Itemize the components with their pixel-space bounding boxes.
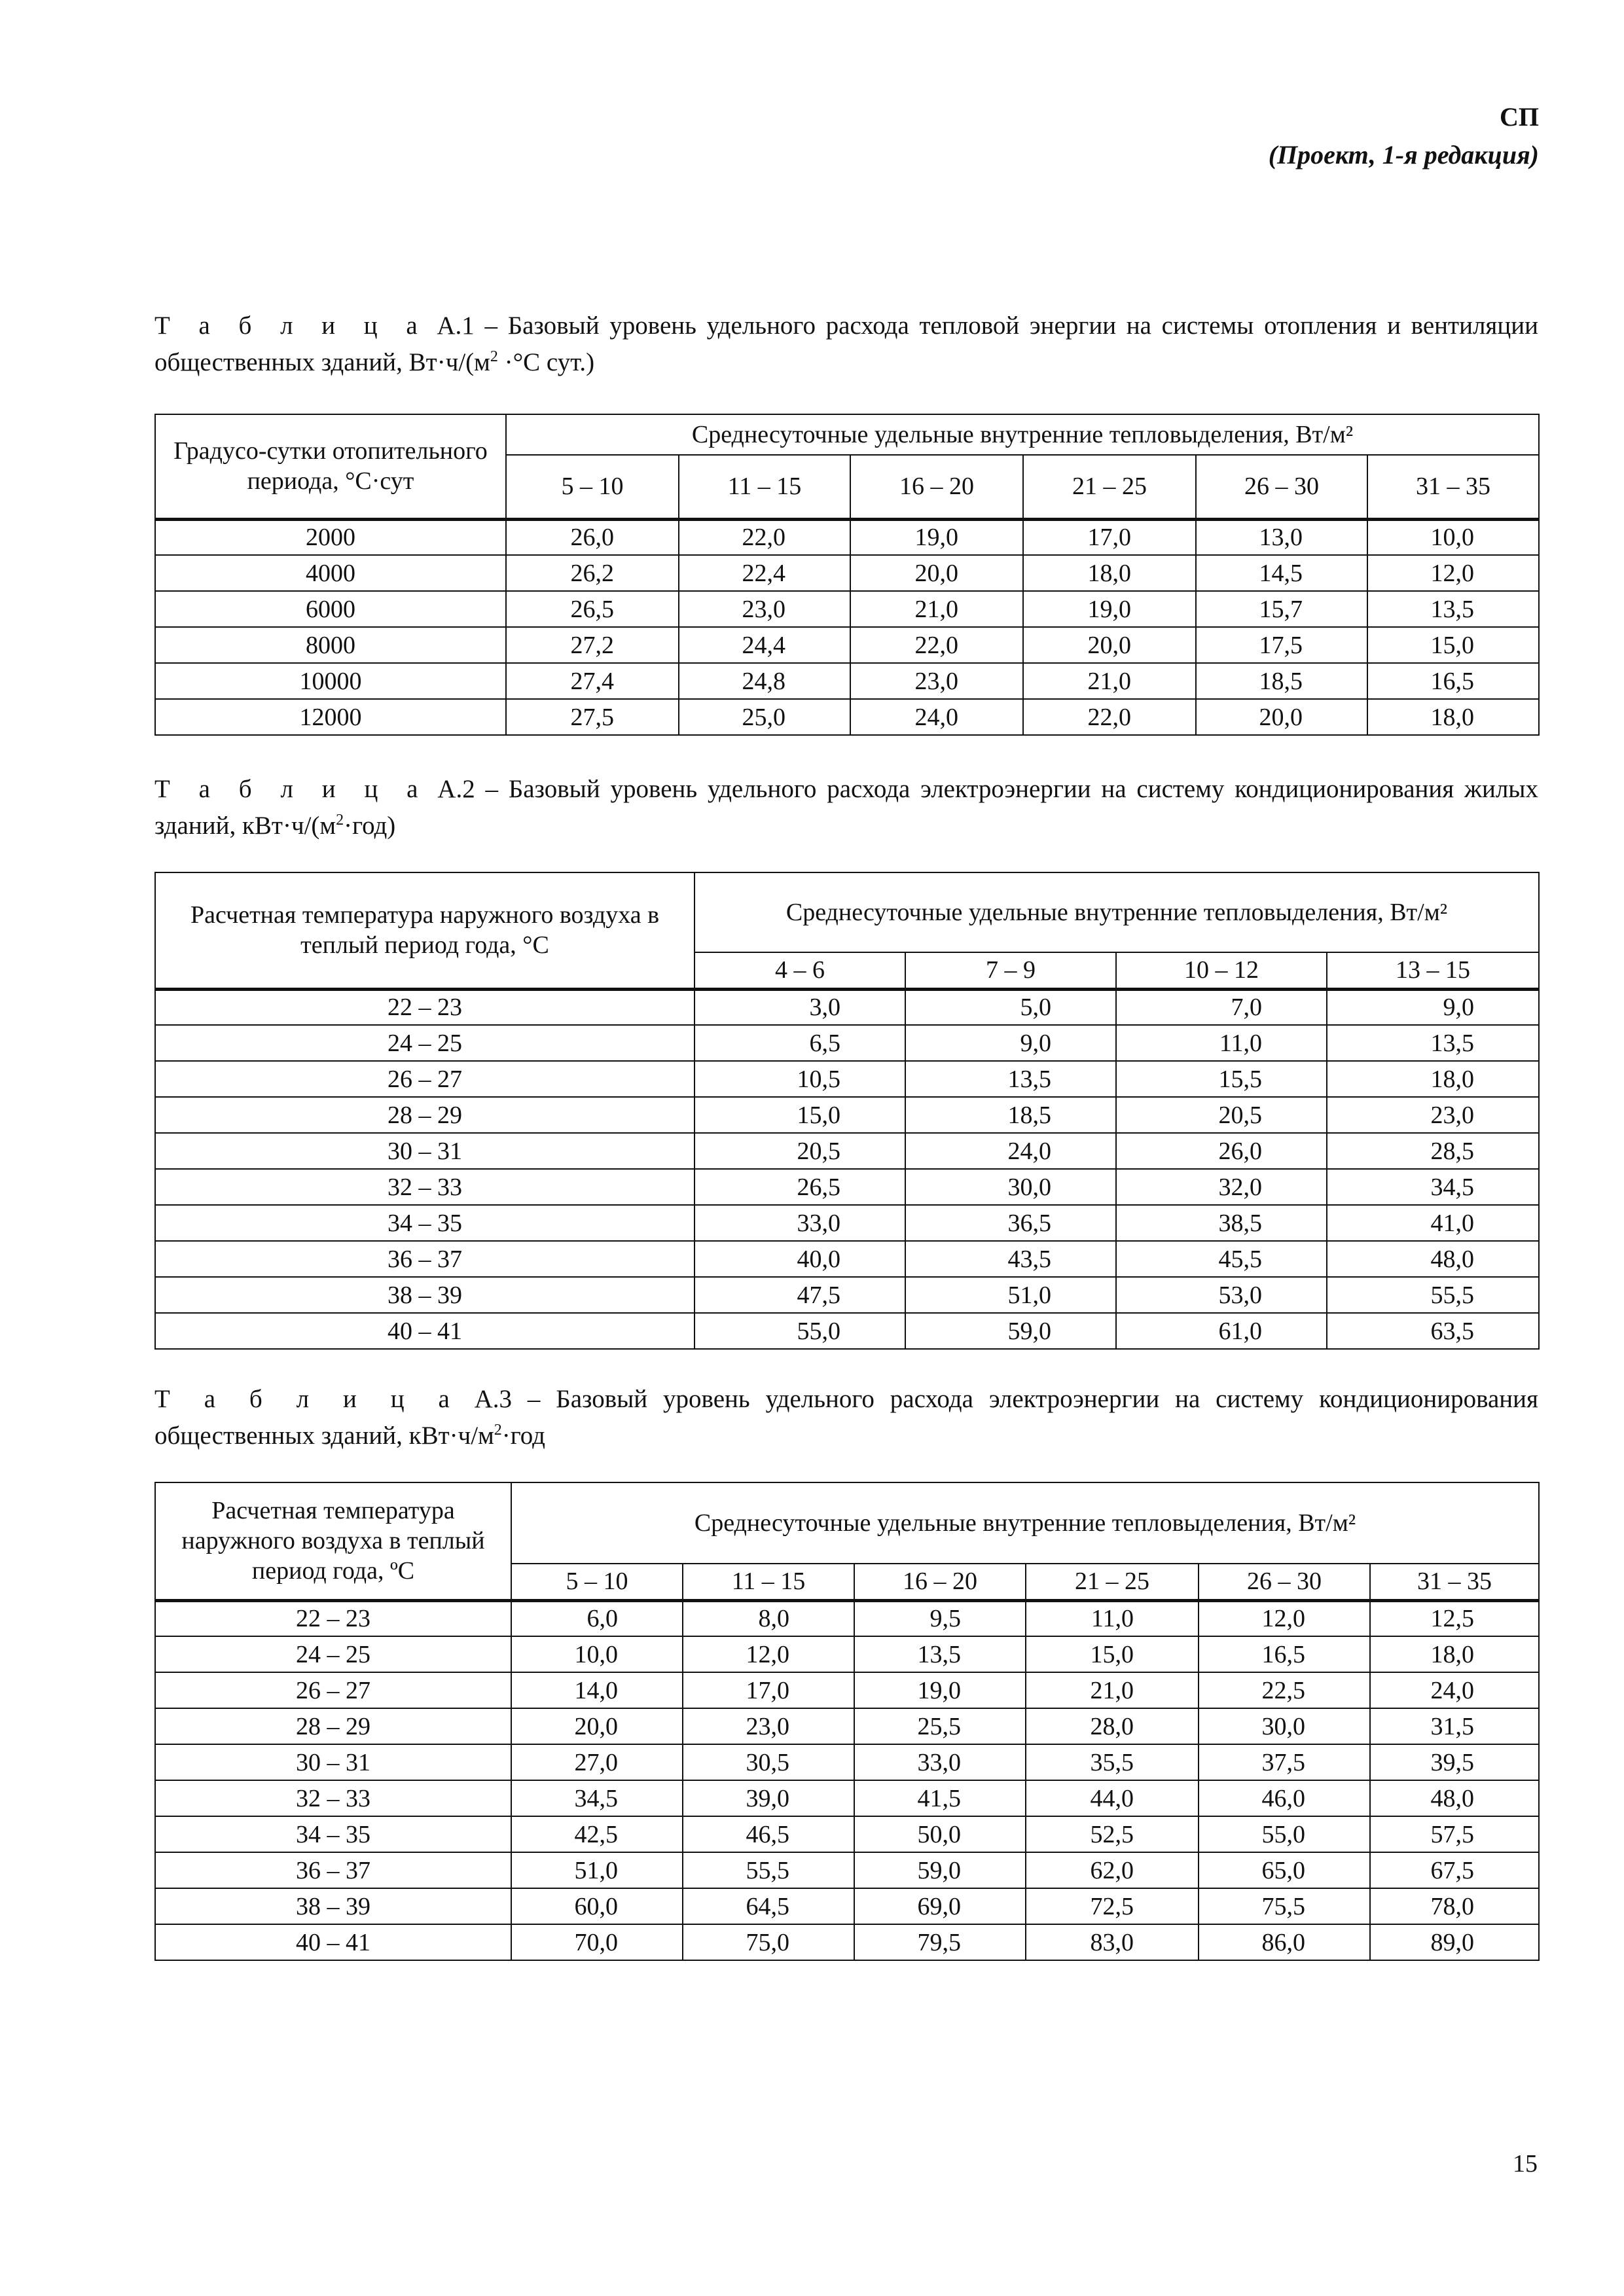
- value-cell: 24,8: [679, 663, 850, 699]
- document-edition: (Проект, 1-я редакция): [1268, 140, 1539, 170]
- table3-header-group: Среднесуточные удельные внутренние тепловыделения, Вт/м²: [511, 1482, 1539, 1564]
- table-row: [155, 1600, 1539, 1636]
- value-cell: 22,4: [679, 555, 850, 591]
- value-cell: 10,0: [511, 1636, 683, 1672]
- value-cell: 34,5: [511, 1780, 683, 1816]
- row-label-cell: 26 – 27: [155, 1061, 695, 1097]
- table-row: [155, 1313, 1539, 1349]
- value-cell: 44,0: [1026, 1780, 1199, 1816]
- table-row: [155, 1133, 1539, 1169]
- value-cell: 15,7: [1196, 591, 1367, 627]
- table1-caption-tail: ·°С сут.): [497, 348, 595, 376]
- value-cell: 5,0: [905, 989, 1116, 1025]
- page-number: 15: [1513, 2150, 1538, 2178]
- value-cell: 20,0: [1196, 699, 1367, 735]
- value-cell: 27,0: [511, 1744, 683, 1780]
- value-cell: 9,0: [905, 1025, 1116, 1061]
- column-header: 7 – 9: [905, 952, 1116, 989]
- column-header: 26 – 30: [1199, 1564, 1370, 1600]
- table3-header-first: Расчетная температура наружного воздуха в теплый период года, ºС: [155, 1482, 511, 1600]
- value-cell: 23,0: [679, 591, 850, 627]
- value-cell: 9,0: [1327, 989, 1539, 1025]
- column-header: 5 – 10: [511, 1564, 683, 1600]
- value-cell: 55,0: [1199, 1816, 1370, 1852]
- table-row: [155, 989, 1539, 1025]
- table3-caption: [154, 1381, 1538, 1454]
- table-row: [155, 699, 1539, 735]
- column-header: 21 – 25: [1026, 1564, 1199, 1600]
- value-cell: 20,0: [511, 1708, 683, 1744]
- value-cell: 55,5: [683, 1852, 854, 1888]
- value-cell: 48,0: [1327, 1241, 1539, 1277]
- value-cell: 18,5: [1196, 663, 1367, 699]
- row-label-cell: 30 – 31: [155, 1744, 511, 1780]
- value-cell: 27,2: [506, 627, 679, 663]
- value-cell: 40,0: [695, 1241, 905, 1277]
- value-cell: 52,5: [1026, 1816, 1199, 1852]
- table-row: [155, 1888, 1539, 1924]
- row-label-cell: 40 – 41: [155, 1924, 511, 1960]
- table3-caption-text: А.3 – Базовый уровень удельного расхода электроэнергии на систему кондиционирования общественных зданий, кВт·ч/м: [154, 1385, 1538, 1450]
- value-cell: 6,0: [511, 1600, 683, 1636]
- value-cell: 17,0: [1023, 519, 1196, 555]
- column-header: 31 – 35: [1367, 455, 1539, 519]
- value-cell: 6,5: [695, 1025, 905, 1061]
- table2-caption-text: А.2 – Базовый уровень удельного расхода электроэнергии на систему кондиционирования жилых зданий, кВт·ч/(м: [154, 775, 1538, 840]
- value-cell: 18,0: [1327, 1061, 1539, 1097]
- row-label-cell: 30 – 31: [155, 1133, 695, 1169]
- value-cell: 64,5: [683, 1888, 854, 1924]
- row-label-cell: 24 – 25: [155, 1636, 511, 1672]
- value-cell: 14,0: [511, 1672, 683, 1708]
- value-cell: 32,0: [1116, 1169, 1327, 1205]
- column-header: 13 – 15: [1327, 952, 1539, 989]
- value-cell: 23,0: [850, 663, 1023, 699]
- value-cell: 25,5: [854, 1708, 1026, 1744]
- row-label-cell: 34 – 35: [155, 1816, 511, 1852]
- value-cell: 33,0: [695, 1205, 905, 1241]
- value-cell: 46,0: [1199, 1780, 1370, 1816]
- value-cell: 37,5: [1199, 1744, 1370, 1780]
- row-label-cell: 40 – 41: [155, 1313, 695, 1349]
- table3: [154, 1482, 1540, 1961]
- column-header: 21 – 25: [1023, 455, 1196, 519]
- value-cell: 12,0: [1199, 1600, 1370, 1636]
- value-cell: 34,5: [1327, 1169, 1539, 1205]
- value-cell: 50,0: [854, 1816, 1026, 1852]
- value-cell: 48,0: [1370, 1780, 1539, 1816]
- value-cell: 15,5: [1116, 1061, 1327, 1097]
- value-cell: 11,0: [1026, 1600, 1199, 1636]
- table-row: [155, 1205, 1539, 1241]
- value-cell: 47,5: [695, 1277, 905, 1313]
- value-cell: 18,0: [1370, 1636, 1539, 1672]
- table-row: [155, 1816, 1539, 1852]
- row-label-cell: 36 – 37: [155, 1852, 511, 1888]
- value-cell: 28,5: [1327, 1133, 1539, 1169]
- table-row: [155, 1852, 1539, 1888]
- row-label-cell: 28 – 29: [155, 1097, 695, 1133]
- value-cell: 27,5: [506, 699, 679, 735]
- table-row: [155, 519, 1539, 555]
- row-label-cell: 6000: [155, 591, 506, 627]
- row-label-cell: 26 – 27: [155, 1672, 511, 1708]
- value-cell: 35,5: [1026, 1744, 1199, 1780]
- row-label-cell: 8000: [155, 627, 506, 663]
- value-cell: 62,0: [1026, 1852, 1199, 1888]
- value-cell: 21,0: [1023, 663, 1196, 699]
- value-cell: 31,5: [1370, 1708, 1539, 1744]
- value-cell: 17,0: [683, 1672, 854, 1708]
- table3-caption-label: Т а б л и ц а: [154, 1385, 459, 1413]
- table-row: [155, 1924, 1539, 1960]
- value-cell: 39,5: [1370, 1744, 1539, 1780]
- value-cell: 18,0: [1023, 555, 1196, 591]
- table-row: [155, 1241, 1539, 1277]
- value-cell: 10,5: [695, 1061, 905, 1097]
- value-cell: 24,0: [905, 1133, 1116, 1169]
- table-row: [155, 1672, 1539, 1708]
- column-header: 26 – 30: [1196, 455, 1367, 519]
- value-cell: 12,5: [1370, 1600, 1539, 1636]
- page-header: [1269, 98, 1539, 174]
- column-header: 4 – 6: [695, 952, 905, 989]
- value-cell: 41,0: [1327, 1205, 1539, 1241]
- value-cell: 15,0: [695, 1097, 905, 1133]
- value-cell: 86,0: [1199, 1924, 1370, 1960]
- value-cell: 65,0: [1199, 1852, 1370, 1888]
- value-cell: 7,0: [1116, 989, 1327, 1025]
- value-cell: 19,0: [850, 519, 1023, 555]
- value-cell: 13,5: [1327, 1025, 1539, 1061]
- value-cell: 75,0: [683, 1924, 854, 1960]
- value-cell: 21,0: [1026, 1672, 1199, 1708]
- table-row: [155, 663, 1539, 699]
- value-cell: 70,0: [511, 1924, 683, 1960]
- value-cell: 20,5: [695, 1133, 905, 1169]
- table1-caption-text: А.1 – Базовый уровень удельного расхода тепловой энергии на системы отопления и вентиляции общественных зданий, Вт·ч/(м: [154, 312, 1538, 376]
- table-row: [155, 1780, 1539, 1816]
- table1-caption: [154, 308, 1538, 381]
- row-label-cell: 22 – 23: [155, 1600, 511, 1636]
- table2: [154, 872, 1540, 1350]
- table-row: [155, 1277, 1539, 1313]
- value-cell: 46,5: [683, 1816, 854, 1852]
- value-cell: 53,0: [1116, 1277, 1327, 1313]
- table-row: [155, 1097, 1539, 1133]
- value-cell: 42,5: [511, 1816, 683, 1852]
- table3-caption-tail: ·год: [501, 1422, 546, 1450]
- value-cell: 18,0: [1367, 699, 1539, 735]
- column-header: 10 – 12: [1116, 952, 1327, 989]
- value-cell: 22,0: [1023, 699, 1196, 735]
- row-label-cell: 2000: [155, 519, 506, 555]
- value-cell: 51,0: [905, 1277, 1116, 1313]
- value-cell: 9,5: [854, 1600, 1026, 1636]
- value-cell: 18,5: [905, 1097, 1116, 1133]
- value-cell: 75,5: [1199, 1888, 1370, 1924]
- value-cell: 13,5: [1367, 591, 1539, 627]
- value-cell: 27,4: [506, 663, 679, 699]
- value-cell: 15,0: [1026, 1636, 1199, 1672]
- value-cell: 28,0: [1026, 1708, 1199, 1744]
- value-cell: 24,0: [1370, 1672, 1539, 1708]
- value-cell: 83,0: [1026, 1924, 1199, 1960]
- value-cell: 16,5: [1199, 1636, 1370, 1672]
- document-code: СП: [1500, 102, 1539, 132]
- row-label-cell: 4000: [155, 555, 506, 591]
- column-header: 5 – 10: [506, 455, 679, 519]
- value-cell: 69,0: [854, 1888, 1026, 1924]
- value-cell: 20,5: [1116, 1097, 1327, 1133]
- value-cell: 26,0: [1116, 1133, 1327, 1169]
- table-row: [155, 591, 1539, 627]
- row-label-cell: 32 – 33: [155, 1169, 695, 1205]
- value-cell: 22,0: [850, 627, 1023, 663]
- value-cell: 72,5: [1026, 1888, 1199, 1924]
- value-cell: 13,5: [854, 1636, 1026, 1672]
- value-cell: 13,5: [905, 1061, 1116, 1097]
- value-cell: 67,5: [1370, 1852, 1539, 1888]
- table2-caption: [154, 771, 1538, 844]
- table2-caption-label: Т а б л и ц а: [154, 775, 427, 803]
- value-cell: 8,0: [683, 1600, 854, 1636]
- value-cell: 3,0: [695, 989, 905, 1025]
- value-cell: 63,5: [1327, 1313, 1539, 1349]
- value-cell: 11,0: [1116, 1025, 1327, 1061]
- column-header: 16 – 20: [850, 455, 1023, 519]
- row-label-cell: 38 – 39: [155, 1888, 511, 1924]
- value-cell: 19,0: [854, 1672, 1026, 1708]
- value-cell: 20,0: [850, 555, 1023, 591]
- value-cell: 55,5: [1327, 1277, 1539, 1313]
- row-label-cell: 10000: [155, 663, 506, 699]
- value-cell: 26,0: [506, 519, 679, 555]
- value-cell: 12,0: [683, 1636, 854, 1672]
- value-cell: 61,0: [1116, 1313, 1327, 1349]
- value-cell: 60,0: [511, 1888, 683, 1924]
- value-cell: 25,0: [679, 699, 850, 735]
- value-cell: 26,2: [506, 555, 679, 591]
- value-cell: 79,5: [854, 1924, 1026, 1960]
- value-cell: 16,5: [1367, 663, 1539, 699]
- value-cell: 19,0: [1023, 591, 1196, 627]
- column-header: 31 – 35: [1370, 1564, 1539, 1600]
- column-header: 16 – 20: [854, 1564, 1026, 1600]
- value-cell: 30,0: [905, 1169, 1116, 1205]
- table-row: [155, 555, 1539, 591]
- row-label-cell: 34 – 35: [155, 1205, 695, 1241]
- value-cell: 21,0: [850, 591, 1023, 627]
- value-cell: 59,0: [854, 1852, 1026, 1888]
- table-row: [155, 627, 1539, 663]
- row-label-cell: 24 – 25: [155, 1025, 695, 1061]
- value-cell: 10,0: [1367, 519, 1539, 555]
- table-row: [155, 1636, 1539, 1672]
- value-cell: 13,0: [1196, 519, 1367, 555]
- table-row: [155, 1708, 1539, 1744]
- table1-caption-superscript: 2: [490, 348, 498, 365]
- value-cell: 51,0: [511, 1852, 683, 1888]
- value-cell: 26,5: [695, 1169, 905, 1205]
- table-row: [155, 1061, 1539, 1097]
- value-cell: 23,0: [683, 1708, 854, 1744]
- row-label-cell: 32 – 33: [155, 1780, 511, 1816]
- column-header: 11 – 15: [683, 1564, 854, 1600]
- table2-header-first: Расчетная температура наружного воздуха в теплый период года, °С: [155, 872, 695, 989]
- value-cell: 22,5: [1199, 1672, 1370, 1708]
- table2-caption-tail: ·год): [344, 812, 396, 840]
- table1-header-first: Градусо-сутки отопительного периода, °С·сут: [155, 414, 506, 519]
- table-row: [155, 1169, 1539, 1205]
- value-cell: 17,5: [1196, 627, 1367, 663]
- value-cell: 78,0: [1370, 1888, 1539, 1924]
- table1: [154, 414, 1540, 736]
- value-cell: 41,5: [854, 1780, 1026, 1816]
- table-row: [155, 1025, 1539, 1061]
- value-cell: 55,0: [695, 1313, 905, 1349]
- row-label-cell: 22 – 23: [155, 989, 695, 1025]
- column-header: 11 – 15: [679, 455, 850, 519]
- value-cell: 15,0: [1367, 627, 1539, 663]
- value-cell: 23,0: [1327, 1097, 1539, 1133]
- value-cell: 45,5: [1116, 1241, 1327, 1277]
- table1-header-group: Среднесуточные удельные внутренние тепловыделения, Вт/м²: [506, 414, 1539, 455]
- value-cell: 14,5: [1196, 555, 1367, 591]
- value-cell: 20,0: [1023, 627, 1196, 663]
- value-cell: 43,5: [905, 1241, 1116, 1277]
- value-cell: 57,5: [1370, 1816, 1539, 1852]
- row-label-cell: 12000: [155, 699, 506, 735]
- table-row: [155, 1744, 1539, 1780]
- value-cell: 59,0: [905, 1313, 1116, 1349]
- value-cell: 38,5: [1116, 1205, 1327, 1241]
- table2-caption-superscript: 2: [336, 812, 344, 829]
- value-cell: 89,0: [1370, 1924, 1539, 1960]
- value-cell: 30,5: [683, 1744, 854, 1780]
- value-cell: 26,5: [506, 591, 679, 627]
- value-cell: 30,0: [1199, 1708, 1370, 1744]
- row-label-cell: 36 – 37: [155, 1241, 695, 1277]
- value-cell: 36,5: [905, 1205, 1116, 1241]
- value-cell: 39,0: [683, 1780, 854, 1816]
- value-cell: 24,4: [679, 627, 850, 663]
- row-label-cell: 38 – 39: [155, 1277, 695, 1313]
- value-cell: 33,0: [854, 1744, 1026, 1780]
- row-label-cell: 28 – 29: [155, 1708, 511, 1744]
- value-cell: 24,0: [850, 699, 1023, 735]
- value-cell: 22,0: [679, 519, 850, 555]
- table1-caption-label: Т а б л и ц а: [154, 312, 427, 340]
- value-cell: 12,0: [1367, 555, 1539, 591]
- table2-header-group: Среднесуточные удельные внутренние тепловыделения, Вт/м²: [695, 872, 1539, 952]
- table3-caption-superscript: 2: [494, 1422, 502, 1439]
